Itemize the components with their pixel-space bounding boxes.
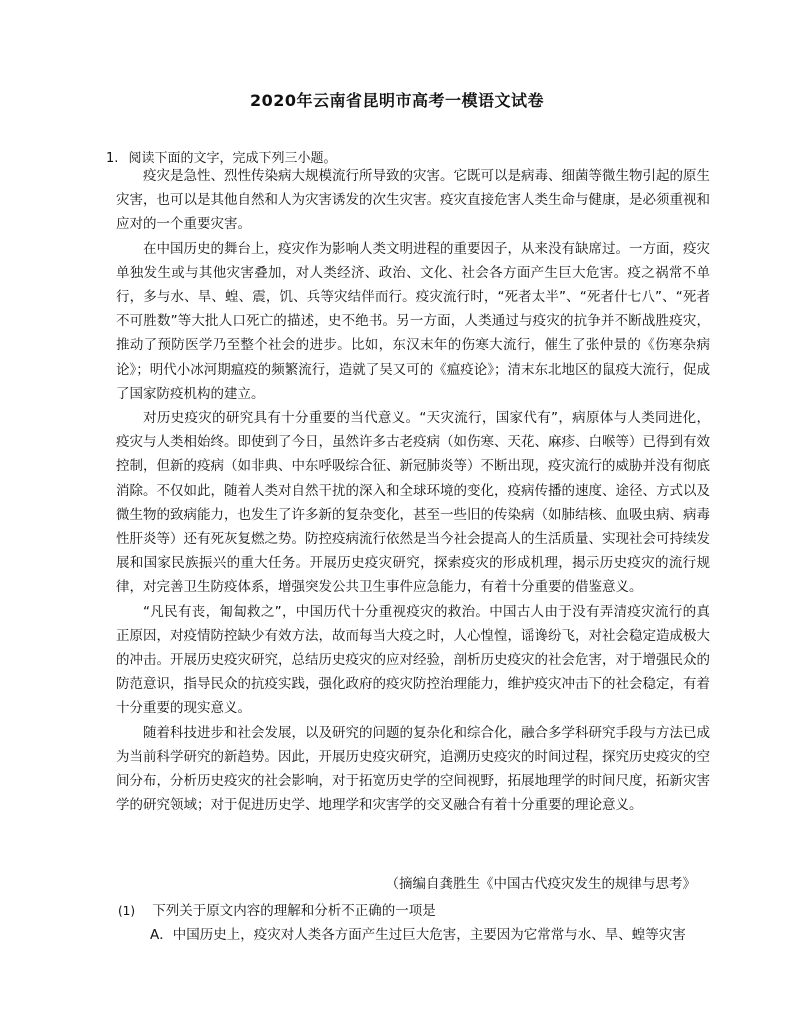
passage-paragraph-5: 随着科技进步和社会发展，以及研究的问题的复杂化和综合化，融合多学科研究手段与方法已成为当前科学研究的新趋势。因此，开展历史疫灾研究，追溯历史疫灾的时间过程，探究历史疫灾的空间分布，分析历史疫灾的社会影响，对于拓宽历史学的空间视野，拓展地理学的时间尺度，拓新灾害学的研究领域；对于促进历史学、地理学和灾害学的交叉融合有着十分重要的理论意义。 (116, 724, 710, 814)
passage-paragraph-4: “凡民有丧，匍匐救之”，中国历代十分重视疫灾的救治。中国古人由于没有弄清疫灾流行的真正原因，对疫情防控缺少有效方法，故而每当大疫之时，人心惶惶，谣谗纷飞，对社会稳定造成极大的冲击。开展历史疫灾研究，总结历史疫灾的应对经验，剖析历史疫灾的社会危害，对于增强民众的防范意识，指导民众的抗疫实践，强化政府的疫灾防控治理能力，维护疫灾冲击下的社会稳定，有着十分重要的现实意义。 (116, 603, 710, 717)
passage-paragraph-3: 对历史疫灾的研究具有十分重要的当代意义。“天灾流行，国家代有”，病原体与人类同进化，疫灾与人类相始终。即使到了今日，虽然许多古老疫病（如伤寒、天花、麻疹、白喉等）已得到有效控制，但新的疫病（如非典、中东呼吸综合征、新冠肺炎等）不断出现，疫灾流行的威胁并没有彻底消除。不仅如此，随着人类对自然干扰的深入和全球环境的变化，疫病传播的速度、途径、方式以及微生物的致病能力，也发生了许多新的复杂变化，甚至一些旧的传染病（如肺结核、血吸虫病、病毒性肝炎等）还有死灰复燃之势。防控疫病流行依然是当今社会提高人的生活质量、实现社会可持续发展和国家民族振兴的重大任务。开展历史疫灾研究，探索疫灾的形成机理，揭示历史疫灾的流行规律，对完善卫生防疫体系，增强突发公共卫生事件应急能力，有着十分重要的借鉴意义。 (116, 410, 710, 596)
subquestion-number: (1) (118, 904, 135, 918)
passage-source: （摘编自龚胜生《中国古代疫灾发生的规律与思考》 (385, 876, 696, 892)
subquestion-text: 下列关于原文内容的理解和分析不正确的一项是 (152, 903, 436, 919)
question-number: 1. (106, 151, 119, 166)
passage-paragraph-2: 在中国历史的舞台上，疫灾作为影响人类文明进程的重要因子，从来没有缺席过。一方面，疫灾单独发生或与其他灾害叠加，对人类经济、政治、文化、社会各方面产生巨大危害。疫之祸常不单行，多与水、旱、蝗、震，饥、兵等灾结伴而行。疫灾流行时，“死者太半”、“死者什七八”、“死者不可胜数”等大批人口死亡的描述，史不绝书。另一方面，人类通过与疫灾的抗争并不断战胜疫灾，推动了预防医学乃至整个社会的进步。比如，东汉末年的伤寒大流行，催生了张仲景的《伤寒杂病论》；明代小冰河期瘟疫的频繁流行，造就了吴又可的《瘟疫论》；清末东北地区的鼠疫大流行，促成了国家防疫机构的建立。 (116, 240, 710, 402)
reading-passage (116, 164, 710, 817)
question-instruction: 阅读下面的文字，完成下列三小题。 (128, 151, 337, 166)
subquestion-1 (118, 899, 436, 919)
passage-paragraph-1: 疫灾是急性、烈性传染病大规模流行所导致的灾害。它既可以是病毒、细菌等微生物引起的原生灾害，也可以是其他自然和人为灾害诱发的次生灾害。疫灾直接危害人类生命与健康，是必须重视和应对的一个重要灾害。 (116, 168, 710, 233)
page-title: 2020年云南省昆明市高考一模语文试卷 (249, 91, 545, 110)
option-a: A．中国历史上，疫灾对人类各方面产生过巨大危害，主要因为它常常与水、旱、蝗等灾害 (150, 927, 686, 943)
